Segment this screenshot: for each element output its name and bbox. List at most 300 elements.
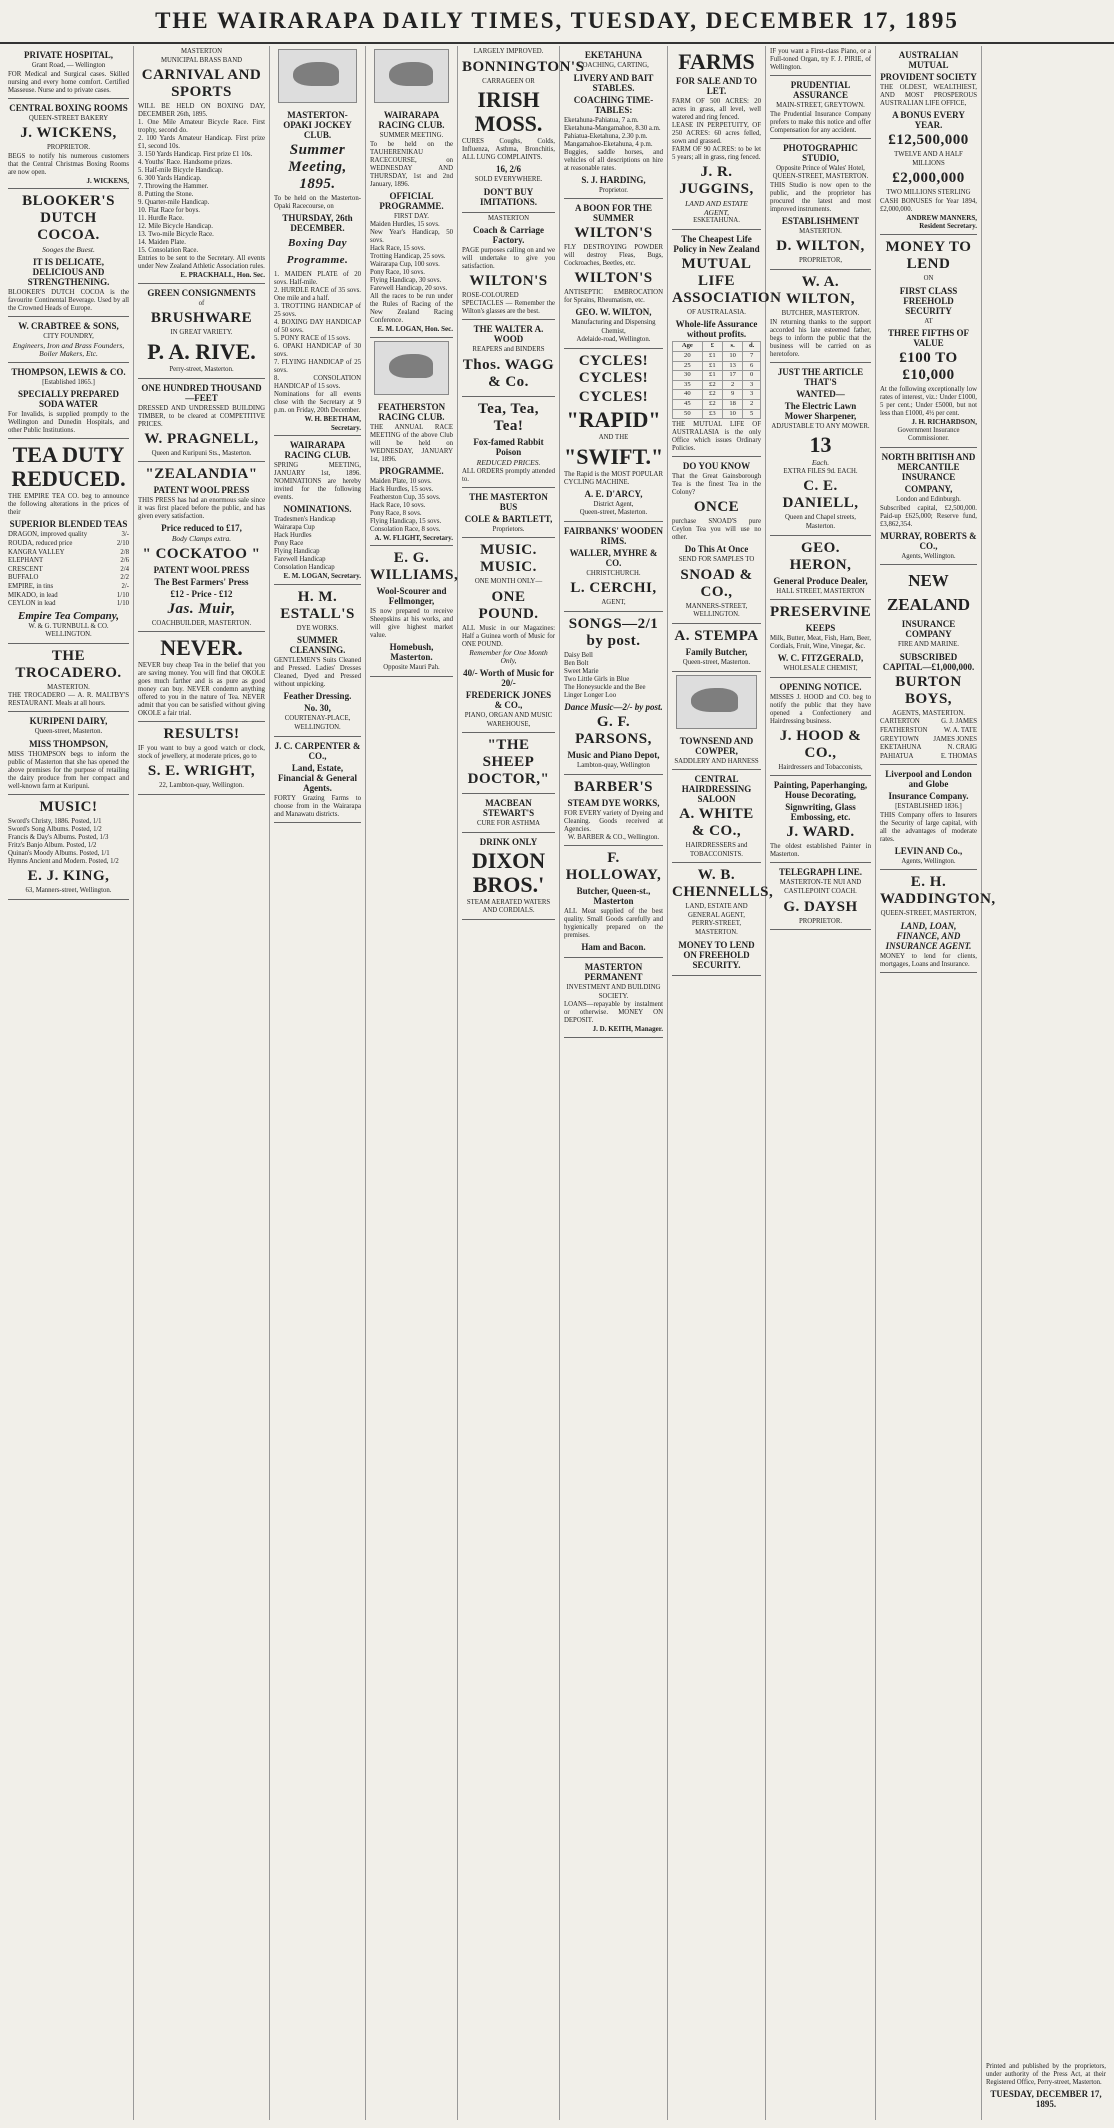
ad-name: W. B. CHENNELLS,	[672, 867, 774, 901]
agent-row: FEATHERSTON W. A. TATE	[880, 726, 977, 734]
column-9	[876, 46, 996, 2120]
ad-white-hairdressers	[672, 770, 761, 863]
ad-subheading: AGENT,	[601, 599, 626, 607]
ad-masterton-bus	[462, 488, 555, 539]
list-item: Maiden Plate, 10 sovs.	[370, 477, 432, 485]
ad-brushware	[138, 284, 265, 379]
ad-music-king	[8, 795, 129, 900]
list-item: 4. Youths' Race. Handsome prizes.	[138, 159, 233, 167]
ad-subheading: COURTENAY-PLACE, WELLINGTON.	[284, 715, 351, 731]
ad-heading: CARNIVAL AND SPORTS	[141, 67, 262, 101]
ad-subheading: LARGELY IMPROVED.	[473, 48, 544, 55]
agent-row: EKETAHUNA N. CRAIG	[880, 744, 977, 752]
ad-name: GEO. HERON,	[789, 539, 852, 573]
ad-heading: KEEPS	[805, 623, 836, 634]
ad-heading: ONE HUNDRED THOUSAND—FEET	[141, 382, 262, 403]
ad-heading: Homebush, Masterton.	[389, 642, 434, 663]
ad-subheading: Grant Road, — Wellington	[31, 62, 106, 69]
ad-subheading: Proprietor.	[599, 186, 628, 194]
ad-heading: BLOOKER'S DUTCH COCOA.	[22, 193, 115, 244]
ad-text: BLOOKER'S DUTCH COCOA is the favourite Continental Beverage. Used by all the Crowned Heads of Europe.	[8, 288, 129, 312]
ad-heading: NEW ZEALAND	[886, 571, 971, 615]
ad-carpenter	[274, 737, 361, 823]
ad-subheading: STEAM AERATED WATERS AND CORDIALS.	[466, 898, 551, 915]
ad-subheading: PATENT WOOL PRESS	[153, 485, 250, 496]
ad-telegraph-line	[770, 863, 871, 930]
masthead	[0, 0, 1114, 44]
ad-subheading: Body Clamps extra.	[171, 534, 232, 544]
ad-heading: COMPANY,	[904, 483, 953, 494]
ad-heading: BONNINGTON'S	[462, 58, 585, 75]
ad-subheading: PIANO, ORGAN AND MUSIC WAREHOUSE,	[464, 711, 553, 728]
ad-results	[138, 722, 265, 795]
ad-heading: " COCKATOO "	[142, 545, 261, 562]
list-item: Featherston Cup, 35 sovs.	[370, 493, 441, 501]
ad-text: MISSES J. HOOD and CO. beg to notify the public that they have opened a Confectionery and Hairdressing business.	[770, 693, 871, 725]
list-item: 1. MAIDEN PLATE of 20 sovs. Half-mile.	[274, 271, 361, 286]
ad-amp-society	[880, 46, 977, 235]
ad-signature: J. H. RICHARDSON,	[911, 418, 977, 427]
ad-signature: E. M. LOGAN, Hon. Sec.	[377, 325, 453, 334]
ad-heading: LIVERY AND BAIT STABLES.	[573, 72, 654, 93]
ad-text: IF you want a First-class Piano, or a Full-toned Organ, try F. J. PIRIE, of Wellington.	[770, 48, 871, 71]
ad-heading: Wool-Scourer and Fellmonger,	[376, 586, 447, 607]
ad-text: IN GREAT VARIETY.	[170, 329, 233, 337]
ad-name: A. E. D'ARCY,	[584, 488, 643, 499]
ad-subheading: AND THE	[598, 433, 629, 441]
ad-heading: SUPERIOR BLENDED TEAS	[9, 519, 128, 530]
list-item: 5. Half-mile Bicycle Handicap.	[138, 167, 224, 175]
ad-subheading: AT	[924, 317, 933, 325]
ad-text: IN returning thanks to the support accorded his late esteemed father, begs to inform the public that the business will be carried on as heretofore.	[770, 318, 871, 358]
list-item: 2. 100 Yards Amateur Handicap. First prize £1, second 10s.	[138, 135, 265, 151]
ad-heading: THE TROCADERO.	[15, 647, 122, 681]
ad-text: LOANS—repayable by instalment or otherwise. MONEY ON DEPOSIT.	[564, 1001, 663, 1025]
ad-text: THIS PRESS has had an enormous sale since it was first placed before the public, and has given every satisfaction.	[138, 497, 265, 521]
ad-subheading: FIRST DAY.	[393, 212, 429, 220]
column-2	[134, 46, 270, 2120]
ad-heading: WILTON'S	[574, 270, 653, 287]
ad-subheading: Each.	[811, 458, 830, 468]
ad-text: LEASE IN PERPETUITY, OF 250 ACRES: 60 acres felled, sown and grassed.	[672, 122, 761, 145]
ad-text: For Invalids, is supplied promptly to the Wellington and Dunedin Hospitals, and other Public Institutions.	[8, 411, 129, 435]
ad-snoad-tea	[672, 457, 761, 624]
ad-text: THIS Studio is now open to the public, and the proprietor has procured the latest and most improved instruments.	[770, 181, 871, 213]
list-item: Hack Race, 15 sovs.	[370, 245, 426, 253]
ad-subheading: REAPERS and BINDERS	[472, 346, 545, 354]
ad-heading: General Produce Dealer,	[773, 575, 868, 586]
ad-heading: SONGS—2/1 by post.	[568, 615, 659, 649]
ad-heading: ESTABLISHMENT	[781, 215, 860, 226]
ad-subheading: Sooges the Buest.	[42, 245, 95, 255]
ad-heading: PRESERVINE	[770, 604, 872, 621]
ad-heading: SPECIALLY PREPARED SODA WATER	[18, 389, 119, 410]
ad-stempa-butcher	[672, 624, 761, 672]
ad-subheading: [Established 1865.]	[42, 378, 95, 386]
ad-subheading: ON	[923, 274, 934, 282]
ad-subheading: CITY FOUNDRY,	[43, 332, 94, 340]
ad-subheading: Opposite Mauri Pah.	[383, 664, 440, 672]
ad-text: THE EMPIRE TEA CO. beg to announce the following alterations in the prices of their	[8, 493, 129, 517]
ad-heading: A BONUS EVERY YEAR.	[892, 110, 965, 130]
list-item: Wairarapa Cup	[274, 524, 315, 532]
ad-heading: PROVIDENT SOCIETY	[880, 72, 977, 82]
ad-heading: BRUSHWARE	[150, 310, 253, 327]
ad-subheading: Queen and Chapel streets, Masterton.	[785, 514, 856, 530]
ad-heading: FEATHERSTON RACING CLUB.	[377, 401, 446, 422]
tea-price-row: MIKADO, in lead 1/10	[8, 591, 129, 599]
ad-text: FOR EVERY variety of Dyeing and Cleaning. Goods received at Agencies.	[564, 809, 663, 833]
ad-heading: Liverpool and London and Globe	[885, 769, 972, 790]
ad-subheading: LAND, ESTATE AND GENERAL AGENT,	[685, 903, 748, 919]
ad-subheading: PROPRIETOR.	[46, 144, 91, 152]
ad-pirie-piano	[770, 46, 871, 76]
ad-heading: WANTED—	[796, 388, 845, 399]
newspaper-title: THE WAIRARAPA DAILY TIMES, TUESDAY, DECEMBER 17, 1895	[155, 8, 959, 33]
ad-heading: Empire Tea Company,	[18, 609, 119, 622]
ad-prudential	[770, 76, 871, 139]
imprint-date: TUESDAY, DECEMBER 17, 1895.	[990, 2089, 1102, 2109]
list-item: 2. HURDLE RACE of 35 sovs. One mile and a half.	[274, 287, 361, 302]
ad-name: GEO. W. WILTON,	[575, 307, 652, 318]
ad-text: MISS THOMPSON begs to inform the public of Masterton that she has opened the above premises for the purpose of retailing the dairy produce from her compact and well-known farm at Kuripuni.	[8, 751, 129, 791]
ad-text: WILL BE HELD ON BOXING DAY, DECEMBER 26th, 1895.	[138, 103, 265, 119]
ad-subheading: SOLD EVERYWHERE.	[474, 176, 543, 184]
ad-name: LEVIN AND Co.,	[894, 845, 963, 856]
ad-text: The Rapid is the MOST POPULAR CYCLING MACHINE.	[564, 470, 663, 486]
list-item: Hack Hurdles, 15 sovs.	[370, 485, 434, 493]
ad-text: ROSE-COLOURED SPECTACLES — Remember the Wilton's glasses are the best.	[462, 292, 555, 316]
ad-heading: THREE FIFTHS OF VALUE	[887, 328, 969, 349]
ad-text: CASH BONUSES for Year 1894, £2,000,000.	[880, 197, 977, 213]
ad-subheading: FOR SALE AND TO LET.	[676, 76, 757, 96]
ad-text: FOR Medical and Surgical cases. Skilled nursing and every home comfort. Certified Masseuse. Nurse and to private cases.	[8, 70, 129, 94]
ad-tea-rabbit-poison	[462, 397, 555, 488]
ad-subheading: DYE WORKS.	[296, 624, 339, 632]
ad-subheading: W. BARBER & CO., Wellington.	[567, 833, 660, 841]
ad-text: THIS Company offers to Insurers the Security of large capital, with all the advantages of moderate rates.	[880, 811, 977, 843]
tea-price-row: KANGRA VALLEY 2/8	[8, 548, 129, 556]
ad-subheading: TWO MILLIONS STERLING	[886, 189, 971, 197]
ad-text: FORTY Grazing Farms to choose from in the Wairarapa and Manawatu districts.	[274, 794, 361, 818]
ad-subheading: District Agent,	[593, 500, 634, 508]
table-row: 35 £2 2 3	[673, 380, 761, 390]
list-item: Eketahuna-Mangamahoe, 8.30 a.m.	[564, 124, 661, 132]
premium-table	[672, 341, 761, 419]
ad-preservine	[770, 600, 871, 678]
ad-name: D. WILTON,	[776, 238, 865, 255]
ad-heading: MUSIC!	[39, 799, 98, 816]
ad-name: C. E. DANIELL,	[782, 478, 859, 512]
list-item: Mangamahoe-Eketahuna, 4 p.m.	[564, 140, 653, 148]
ad-text: MONEY to lend for clients, mortgages, Loans and Insurance.	[880, 953, 977, 969]
ad-heading: Butcher, Queen-st., Masterton	[576, 886, 651, 907]
ad-heading: The Cheapest Life Policy in New Zealand	[673, 233, 760, 254]
ad-building-society	[564, 958, 663, 1038]
list-item: Pony Race, 8 sovs.	[370, 509, 422, 517]
ad-subheading: Queen-street, Masterton.	[579, 509, 648, 517]
ad-subheading: MUNICIPAL BRASS BAND	[160, 56, 243, 64]
ad-subheading: LAND AND ESTATE AGENT,	[685, 199, 748, 217]
ad-heading: FARMS	[678, 49, 755, 74]
ad-heading: 16, 2/6	[495, 164, 521, 175]
ad-text: IF you want to buy a good watch or clock, stock of jewellery, at moderate prices, go to	[138, 745, 265, 761]
ad-heading: KURIPENI DAIRY,	[29, 716, 108, 727]
ad-farms	[672, 46, 761, 230]
imprint	[986, 2061, 1106, 2114]
list-item: 5. PONY RACE of 15 sovs.	[274, 335, 351, 342]
ad-subheading: Engineers, Iron and Brass Founders, Boiler Makers, Etc.	[12, 340, 125, 359]
ad-text: IS now prepared to receive Sheepskins at his works, and will give highest market value.	[370, 608, 453, 640]
racehorse-engraving	[278, 49, 357, 103]
ad-subheading: SEND FOR SAMPLES TO	[678, 556, 755, 564]
ad-heading: Painting, Paperhanging, House Decorating,	[773, 780, 868, 801]
ad-heading: £100 TO £10,000	[899, 350, 958, 384]
ad-cycles	[564, 349, 663, 522]
list-item: 8. Putting the Stone.	[138, 191, 194, 199]
ad-heading: MASTERTON PERMANENT	[584, 962, 643, 983]
ad-subheading: Perry-street, Masterton.	[169, 365, 234, 373]
ad-subheading: MASTERTON	[487, 214, 529, 222]
table-row: 45 £2 18 2	[673, 399, 761, 409]
ad-pragnell-timber	[138, 379, 265, 463]
table-row: 40 £2 9 3	[673, 390, 761, 400]
ad-heading: PROGRAMME.	[379, 465, 444, 476]
ad-text: PAGE purposes calling on and we will undertake to give you satisfaction.	[462, 247, 555, 271]
ad-walter-wood	[462, 320, 555, 397]
ad-hood-opening	[770, 678, 871, 777]
ad-subheading: Proprietors.	[492, 525, 525, 533]
ad-heading: CENTRAL HAIRDRESSING SALOON	[681, 774, 752, 805]
ad-subheading: HALL STREET, MASTERTON	[776, 587, 865, 595]
ad-name: J. WICKENS,	[20, 125, 117, 142]
ad-music-one-pound	[462, 538, 555, 733]
list-item: Daisy Bell	[564, 651, 593, 659]
ad-heading: RESULTS!	[163, 726, 240, 743]
ad-mower-sharpener	[770, 363, 871, 536]
ad-subheading: ESKETAHUNA.	[693, 217, 740, 225]
ad-text: FARM OF 90 ACRES: to be let 5 years; all in grass, ring fenced.	[672, 146, 761, 161]
ad-subheading: WHOLESALE CHEMIST,	[783, 665, 858, 673]
ad-subheading: Government Insurance Commissioner.	[897, 426, 960, 443]
ad-text: FARM OF 500 ACRES: 20 acres in grass, all level, well watered and ring fenced.	[672, 98, 761, 121]
ad-holloway-butcher	[564, 846, 663, 958]
list-item: Tradesmen's Handicap	[274, 516, 336, 524]
agent-row: GREYTOWN JAMES JONES	[880, 735, 977, 743]
ad-north-british	[880, 448, 977, 565]
list-item: Linger Longer Loo	[564, 691, 617, 699]
ad-subheading: Queen-street, Masterton.	[34, 728, 103, 736]
list-item: Two Little Girls in Blue	[564, 675, 630, 683]
ad-heading: THURSDAY, 26th DECEMBER.	[282, 213, 353, 233]
tea-price-row: CRESCENT 2/4	[8, 565, 129, 573]
ad-text: All the races to be run under the Rules of Racing of the New Zealand Racing Conference.	[370, 293, 453, 325]
ad-townsend-cowper	[672, 732, 761, 771]
ad-featherston-racing	[370, 398, 453, 547]
ad-signature: ANDREW MANNERS, Resident Secretary.	[906, 213, 977, 231]
ad-subheading: 63, Manners-street, Wellington.	[25, 887, 112, 895]
ad-kuripeni-dairy	[8, 712, 129, 795]
ad-subheading: MAIN-STREET, GREYTOWN.	[776, 102, 865, 109]
ad-text: CURES Coughs, Colds, Influenza, Asthma, Bronchitis, ALL LUNG COMPLAINTS.	[462, 138, 555, 162]
ad-heading: MUSIC. MUSIC.	[480, 542, 537, 576]
list-item: 7. FLYING HANDICAP of 25 sovs.	[274, 359, 361, 374]
ad-signature: J. WICKENS,	[86, 176, 129, 185]
ad-subheading: QUEEN-STREET, MASTERTON,	[880, 910, 977, 918]
ad-subheading: SUMMER MEETING.	[379, 132, 444, 139]
ad-subheading: QUEEN-STREET, MASTERTON.	[772, 173, 869, 181]
ad-heading: NORTH BRITISH AND MERCANTILE INSURANCE	[881, 451, 976, 482]
ad-subheading: Agents, Wellington.	[901, 857, 956, 865]
ad-heading: "ZEALANDIA"	[145, 466, 258, 483]
list-item: Hack Hurdles	[274, 532, 312, 540]
ad-heading: MUTUAL LIFE ASSOCIATION	[672, 255, 782, 306]
list-item: 3. TROTTING HANDICAP of 25 sovs.	[274, 303, 361, 318]
ad-heading: SUMMER CLEANSING.	[289, 635, 346, 656]
ad-heading: OPENING NOTICE.	[779, 681, 862, 692]
list-item: 7. Throwing the Hammer.	[138, 183, 209, 191]
ad-text: The Prudential Insurance Company prefers to make this notice and offer Compensation for any accident.	[770, 110, 871, 134]
ad-sheep-doctor	[462, 733, 555, 794]
list-item: Francis & Day's Albums. Posted, 1/3	[8, 834, 109, 842]
ad-text: ANTISEPTIC EMBROCATION for Sprains, Rheumatism, etc.	[564, 289, 663, 305]
ad-coach-factory	[462, 213, 555, 321]
ad-heading: OFFICIAL PROGRAMME.	[379, 190, 444, 211]
list-item: 15. Consolation Race.	[138, 247, 199, 255]
ad-text: ALL ORDERS promptly attended to.	[462, 467, 555, 483]
list-item: Flying Handicap	[274, 548, 320, 556]
ad-heading: THOMPSON, LEWIS & CO.	[11, 366, 126, 377]
ad-signature: E. PRACKHALL, Hon. Sec.	[180, 271, 265, 280]
ad-text: Entries to be sent to the Secretary. All events under New Zealand Athletic Association rules.	[138, 255, 265, 271]
ad-carnival	[138, 46, 265, 284]
ad-name: E. J. KING,	[27, 868, 110, 885]
ad-dixon-bros	[462, 833, 555, 920]
ad-heading: £12 - Price - £12	[170, 588, 233, 599]
ad-text: ALL Music in our Magazines: Half a Guinea worth of Music for ONE POUND.	[462, 624, 555, 648]
ad-asthma-cure	[462, 794, 555, 833]
ad-name: H. M. ESTALL'S	[280, 588, 355, 622]
ad-subheading: MASTERTON.	[47, 683, 90, 691]
ad-heading: £2,000,000	[892, 170, 965, 187]
ad-heading: WAIRARAPA RACING CLUB.	[378, 110, 445, 130]
table-row: 30 £1 17 0	[673, 371, 761, 381]
ad-eketahuna-coaching	[564, 46, 663, 199]
ad-waddington	[880, 870, 996, 973]
ad-trocadero	[8, 644, 129, 713]
ad-text: That the Great Gainsborough Tea is the finest Tea in the Colony?	[672, 473, 761, 497]
tea-price-list	[8, 531, 129, 608]
ad-heading: MONEY TO LEND ON FREEHOLD SECURITY.	[678, 939, 755, 970]
list-item: Fritz's Banjo Album. Posted, 1/2	[8, 842, 97, 850]
ad-text: ALL Meat supplied of the best quality. Small Goods carefully and hygienically prepared on the premises.	[564, 908, 663, 940]
ad-heading: ONCE	[693, 499, 740, 516]
ad-heading: IT IS DELICATE, DELICIOUS AND STRENGTHENING.	[27, 256, 110, 287]
ad-subheading: PERRY-STREET, MASTERTON.	[691, 920, 742, 937]
ad-heading: "RAPID"	[566, 406, 661, 432]
list-item: 10. Flat Race for boys.	[138, 207, 200, 215]
ad-tea-duty	[8, 439, 129, 644]
ad-subheading: CURE FOR ASTHMA	[476, 820, 541, 828]
agent-row: CARTERTON G. J. JAMES	[880, 718, 977, 726]
ad-subheading: MASTERTON	[180, 48, 222, 55]
agent-row: PAHIATUA E. THOMAS	[880, 752, 977, 760]
list-item: 3. 150 Yards Handicap. First prize £1 10s.	[138, 151, 253, 159]
ad-subheading: WELLINGTON.	[45, 631, 92, 639]
ad-heading: SUBSCRIBED CAPITAL—£1,000,000.	[882, 651, 975, 672]
ad-subheading: Queen-street, Masterton.	[682, 658, 751, 666]
ad-name: G. F. PARSONS,	[575, 713, 652, 747]
list-item: 9. Quarter-mile Handicap.	[138, 199, 210, 207]
ad-ward-painter	[770, 776, 871, 863]
ad-blookers-cocoa	[8, 189, 129, 317]
ad-thompson-lewis	[8, 363, 129, 440]
ad-name: E. H. WADDINGTON,	[880, 874, 996, 908]
ad-heading: Do This At Once	[684, 544, 749, 555]
ad-heading: WILTON'S	[469, 273, 548, 290]
ad-central-boxing-rooms	[8, 99, 129, 190]
ad-heading: Ham and Bacon.	[581, 942, 646, 953]
list-item: New Year's Handicap, 50 sovs.	[370, 229, 453, 245]
ad-signature: J. D. KEITH, Manager.	[592, 1025, 663, 1034]
list-item: 11. Hurdle Race.	[138, 215, 184, 223]
ad-text: purchase SNOAD'S pure Ceylon Tea you will use no other.	[672, 518, 761, 542]
ad-heading: WAIRARAPA RACING CLUB.	[284, 440, 351, 461]
ad-name: BURTON BOYS,	[895, 673, 962, 707]
ad-text: GENTLEMEN'S Suits Cleaned and Pressed. Ladies' Dresses Cleaned, Dyed and Pressed without unpicking.	[274, 657, 361, 689]
ad-heading: FAIRBANKS' WOODEN RIMS.	[564, 525, 663, 546]
ad-subheading: COACHBUILDER, MASTERTON.	[151, 619, 252, 627]
ad-name: W. A. WILTON,	[786, 273, 855, 307]
ad-subheading: Opposite Prince of Wales' Hotel,	[776, 164, 865, 172]
ad-text: THE TROCADERO — A. R. MALTBY'S RESTAURANT. Meals at all hours.	[8, 692, 129, 708]
ad-subheading: QUEEN-STREET BAKERY	[28, 114, 109, 122]
tea-price-row: CEYLON in lead 1/10	[8, 600, 129, 608]
ad-heading: A BOON FOR THE SUMMER	[574, 203, 653, 224]
ad-heading: Boxing Day Programme.	[286, 237, 349, 266]
ad-heading: Whole-life Assurance without profits.	[675, 319, 758, 340]
ad-name: MURRAY, ROBERTS & CO.,	[880, 530, 977, 551]
column-10	[982, 46, 1110, 2120]
ad-subheading: PROPRIETOR,	[798, 257, 843, 265]
ad-subheading: PROPRIETOR.	[798, 917, 843, 925]
ad-songs	[564, 612, 663, 775]
ad-text: To be held on the Masterton-Opaki Racecourse, on	[274, 195, 361, 210]
ad-heading: THE MASTERTON BUS	[469, 491, 548, 512]
ad-heading: The Best Farmers' Press	[154, 576, 249, 587]
list-item: Eketahuna-Pahiatua, 7 a.m.	[564, 116, 639, 124]
ad-heading: CYCLES!	[578, 388, 649, 405]
list-item: Farewell Handicap	[274, 556, 326, 564]
ad-subheading: MASTERTON.	[799, 227, 842, 235]
tea-price-row: EMPIRE, in tins 2/-	[8, 582, 129, 590]
ad-name: Thos. WAGG & Co.	[462, 356, 555, 390]
ad-wiltons	[564, 199, 663, 349]
ad-heading: Dance Music—2/- by post.	[564, 701, 663, 712]
ad-name: F. HOLLOWAY,	[565, 850, 662, 884]
ad-subheading: Lambton-quay, Wellington	[577, 761, 650, 769]
ad-heading: "THE SHEEP DOCTOR,"	[467, 737, 550, 788]
ad-heading: MISS THOMPSON,	[29, 739, 108, 750]
ad-heading: ONE POUND.	[478, 588, 539, 622]
ad-subheading: Manufacturing and Dispensing Chemist,	[571, 319, 656, 335]
ad-subheading: EXTRA FILES 9d. EACH.	[783, 467, 858, 475]
ad-heron-produce	[770, 536, 871, 601]
ad-text: THE OLDEST, WEALTHIEST, AND MOST PROSPEROUS AUSTRALIAN LIFE OFFICE,	[880, 84, 977, 107]
ad-subheading: COACHING, CARTING,	[578, 62, 649, 69]
ad-heading: "SWIFT."	[564, 443, 664, 469]
ad-text: Nominations for all events close with the Secretary at 9 p.m. on Friday, 20th December.	[274, 391, 361, 414]
